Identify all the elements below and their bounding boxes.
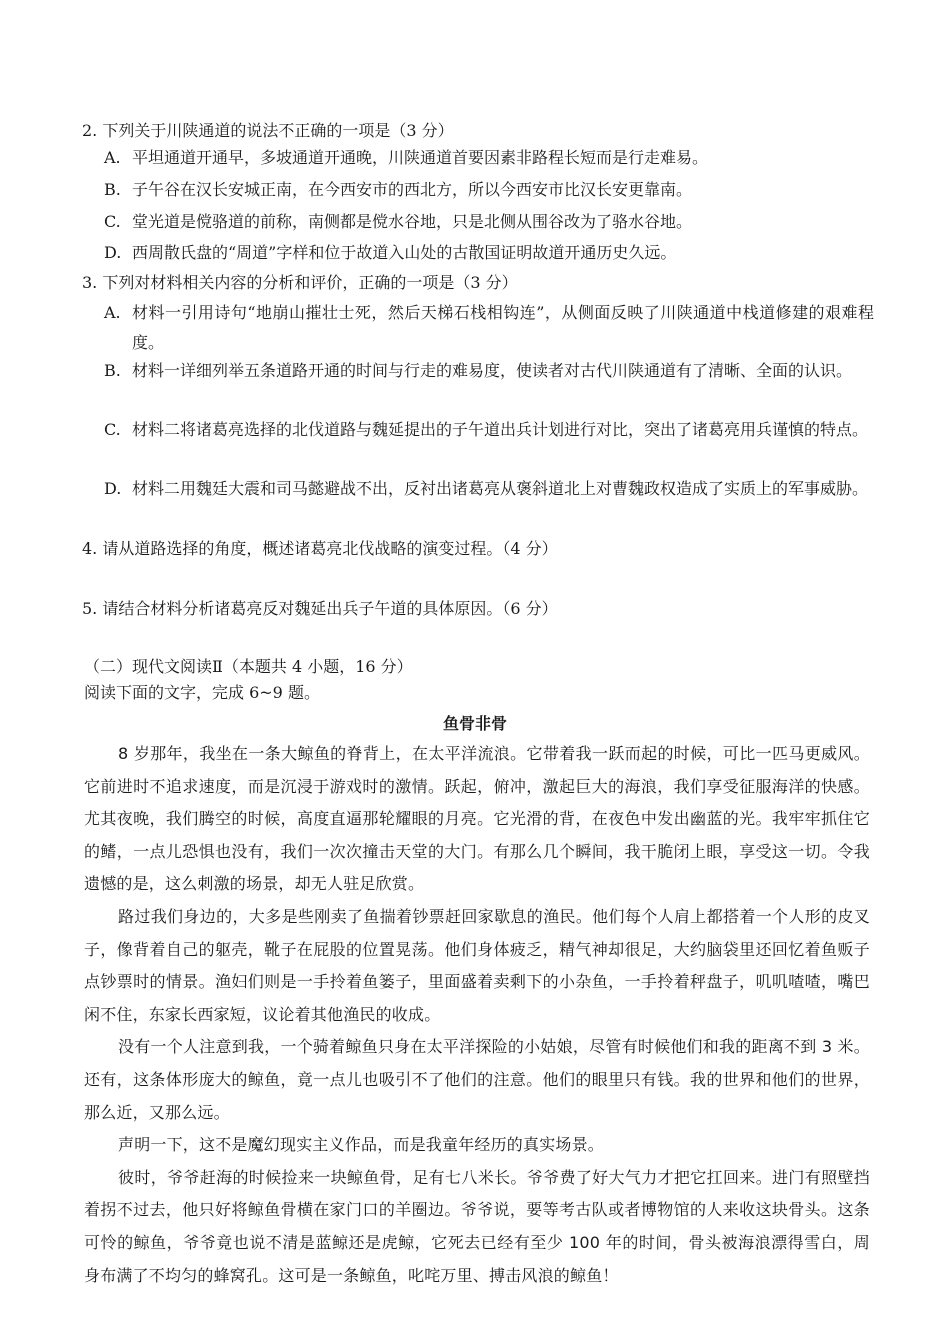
- option-text: 材料一引用诗句“地崩山摧壮士死，然后天梯石栈相钩连”，从侧面反映了川陕通道中栈道修建的艰难程度。: [132, 303, 874, 352]
- option-letter: B.: [104, 361, 121, 380]
- passage-body: [84, 738, 870, 1292]
- option-text: 材料二将诸葛亮选择的北伐道路与魏延提出的子午道出兵计划进行对比，突出了诸葛亮用兵谨慎的特点。: [132, 420, 869, 439]
- question-2-option-b: [104, 175, 874, 205]
- passage-paragraph: 8 岁那年，我坐在一条大鲸鱼的脊背上，在太平洋流浪。它带着我一跃而起的时候，可比一匹马更威风。它前进时不追求速度，而是沉浸于游戏时的激情。跃起，俯冲，激起巨大的海浪，我们享受征服海洋的快感。尤其夜晚，我们腾空的时候，高度直逼那轮耀眼的月亮。它光滑的背，在夜色中发出幽蓝的光。我牢牢抓住它的鳍，一点儿恐惧也没有，我们一次次撞击天堂的大门。有那么几个瞬间，我干脆闭上眼，享受这一切。令我遗憾的是，这么刺激的场景，却无人驻足欣赏。: [84, 744, 870, 894]
- option-letter: D.: [104, 243, 122, 262]
- question-5-stem: 5. 请结合材料分析诸葛亮反对魏延出兵子午道的具体原因。（6 分）: [82, 599, 558, 618]
- option-letter: B.: [104, 180, 121, 199]
- option-text: 材料一详细列举五条道路开通的时间与行走的难易度，使读者对古代川陕通道有了清晰、全面的认识。: [132, 361, 853, 380]
- section-heading: （二）现代文阅读Ⅱ（本题共 4 小题，16 分）: [84, 657, 413, 676]
- option-letter: A.: [104, 303, 121, 322]
- option-text: 子午谷在汉长安城正南，在今西安市的西北方，所以今西安市比汉长安更靠南。: [132, 180, 693, 199]
- passage-paragraph: 声明一下，这不是魔幻现实主义作品，而是我童年经历的真实场景。: [118, 1135, 605, 1155]
- option-letter: C.: [104, 420, 121, 439]
- question-2-option-a: [104, 143, 874, 173]
- passage-paragraph: 没有一个人注意到我，一个骑着鲸鱼只身在太平洋探险的小姑娘，尽管有时候他们和我的距离不到 3 米。还有，这条体形庞大的鲸鱼，竟一点儿也吸引不了他们的注意。他们的眼里只有钱。我的世界和他们的世界，那么近，又那么远。: [84, 1037, 870, 1122]
- passage-paragraph: 路过我们身边的，大多是些刚卖了鱼揣着钞票赶回家歇息的渔民。他们每个人肩上都搭着一个人形的皮叉子，像背着自己的躯壳，靴子在屁股的位置晃荡。他们身体疲乏，精气神却很足，大约脑袋里还回忆着鱼贩子点钞票时的情景。渔妇们则是一手拎着鱼篓子，里面盛着卖剩下的小杂鱼，一手拎着秤盘子，叽叽喳喳，嘴巴闲不住，东家长西家短，议论着其他渔民的收成。: [84, 906, 870, 1024]
- option-text: 材料二用魏廷大震和司马懿避战不出，反衬出诸葛亮从褒斜道北上对曹魏政权造成了实质上的军事威胁。: [132, 479, 869, 498]
- passage-title: 鱼骨非骨: [442, 714, 507, 733]
- question-3-option-a: [104, 298, 874, 358]
- option-text: 堂光道是傥骆道的前称，南侧都是傥水谷地，只是北侧从围谷改为了骆水谷地。: [132, 212, 693, 231]
- option-text: 西周散氏盘的“周道”字样和位于故道入山处的古散国证明故道开通历史久远。: [132, 243, 677, 262]
- option-letter: D.: [104, 479, 122, 498]
- question-2-option-c: [104, 207, 874, 237]
- option-letter: A.: [104, 148, 121, 167]
- question-2-option-d: [104, 238, 874, 268]
- question-3-option-b: [104, 356, 874, 386]
- option-letter: C.: [104, 212, 121, 231]
- section-instruction: 阅读下面的文字，完成 6~9 题。: [84, 683, 320, 702]
- option-text: 平坦通道开通早，多坡通道开通晚，川陕通道首要因素非路程长短而是行走难易。: [132, 148, 709, 167]
- question-3-option-c: [104, 415, 874, 445]
- passage-paragraph: 彼时，爷爷赶海的时候捡来一块鲸鱼骨，足有七八米长。爷爷费了好大气力才把它扛回来。进门有照壁挡着拐不过去，他只好将鲸鱼骨横在家门口的羊圈边。爷爷说，要等考古队或者博物馆的人来收这块骨头。这条可怜的鲸鱼，爷爷竟也说不清是蓝鲸还是虎鲸，它死去已经有至少 100 年的时间，骨头被海浪漂得雪白，周身布满了不均匀的蜂窝孔。这可是一条鲸鱼，叱咤万里、搏击风浪的鲸鱼！: [84, 1167, 870, 1285]
- question-2-stem: 2. 下列关于川陕通道的说法不正确的一项是（3 分）: [82, 121, 454, 140]
- question-3-option-d: [104, 474, 874, 504]
- question-3-stem: 3. 下列对材料相关内容的分析和评价，正确的一项是（3 分）: [82, 273, 518, 292]
- question-4-stem: 4. 请从道路选择的角度，概述诸葛亮北伐战略的演变过程。（4 分）: [82, 539, 558, 558]
